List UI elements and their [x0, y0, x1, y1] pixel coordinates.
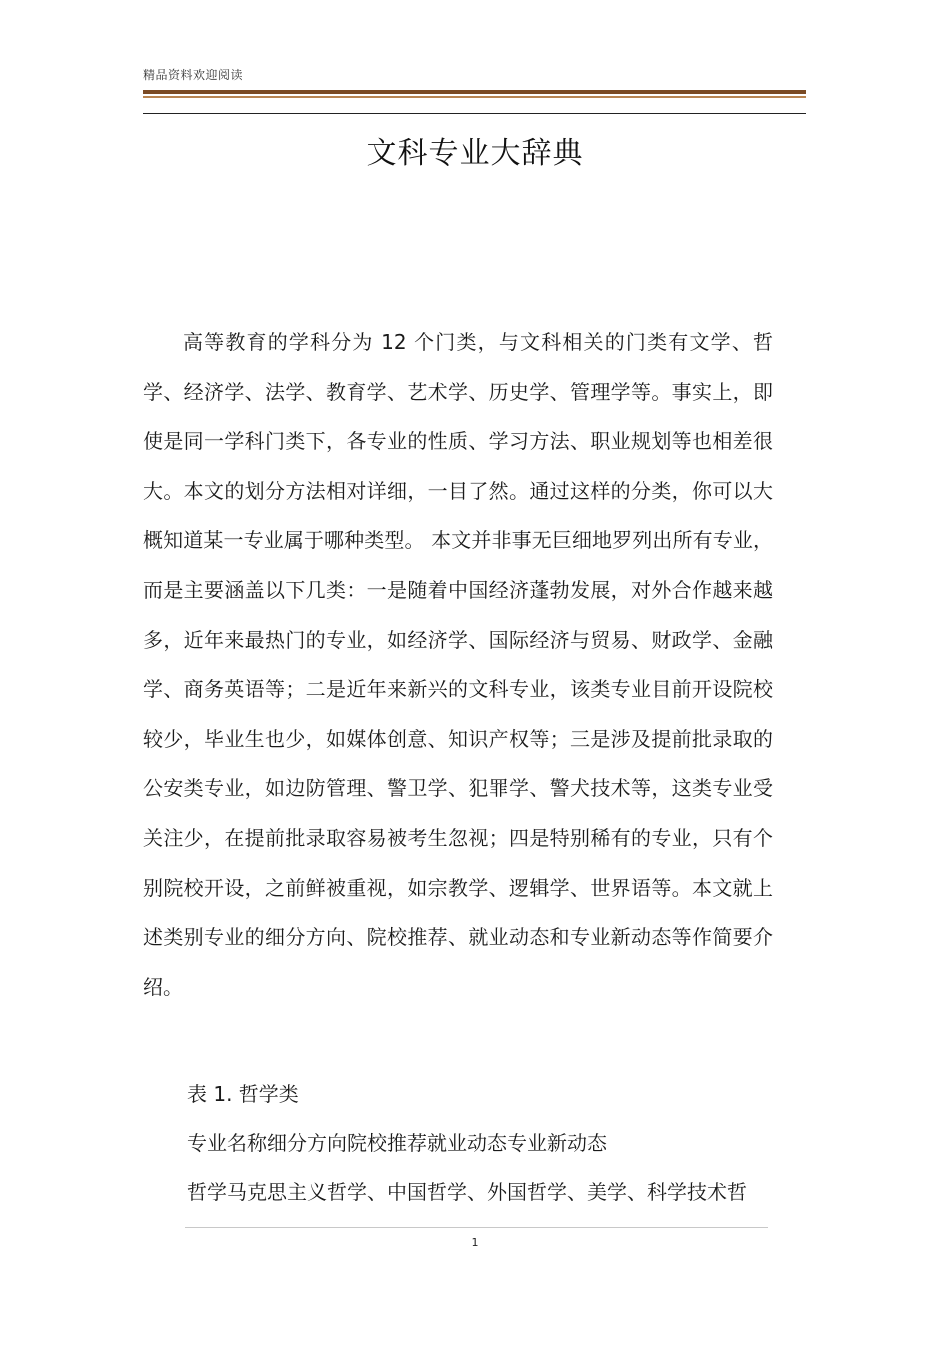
- intro-paragraph: 高等教育的学科分为 12 个门类，与文科相关的门类有文学、哲学、经济学、法学、教育学、艺术学、历史学、管理学等。事实上，即使是同一学科门类下，各专业的性质、学习方法、职业规划等也相差很大。本文的划分方法相对详细，一目了然。通过这样的分类，你可以大概知道某一专业属于哪种类型。 本文并非事无巨细地罗列出所有专业，而是主要涵盖以下几类：一是随着中国经济蓬勃发展，对外合作越来越多，近年来最热门的专业，如经济学、国际经济与贸易、财政学、金融学、商务英语等；二是近年来新兴的文科专业，该类专业目前开设院校较少，毕业生也少，如媒体创意、知识产权等；三是涉及提前批录取的公安类专业，如边防管理、警卫学、犯罪学、警犬技术等，这类专业受关注少，在提前批录取容易被考生忽视；四是特别稀有的专业，只有个别院校开设，之前鲜被重视，如宗教学、逻辑学、世界语等。本文就上述类别专业的细分方向、院校推荐、就业动态和专业新动态等作简要介绍。: [143, 330, 773, 999]
- table-caption: 表 1. 哲学类: [187, 1082, 299, 1106]
- header-rule-accent: [143, 96, 806, 98]
- page-number: 1: [471, 1236, 479, 1249]
- table-row: 哲学马克思主义哲学、中国哲学、外国哲学、美学、科学技术哲: [187, 1180, 747, 1204]
- document-title: 文科专业大辞典: [366, 136, 584, 171]
- footer-rule: [185, 1227, 768, 1228]
- header-rule-thin: [143, 113, 806, 114]
- header-text: 精品资料欢迎阅读: [143, 68, 244, 82]
- table-header-row: 专业名称细分方向院校推荐就业动态专业新动态: [187, 1131, 607, 1155]
- header-rule-thick: [143, 90, 806, 94]
